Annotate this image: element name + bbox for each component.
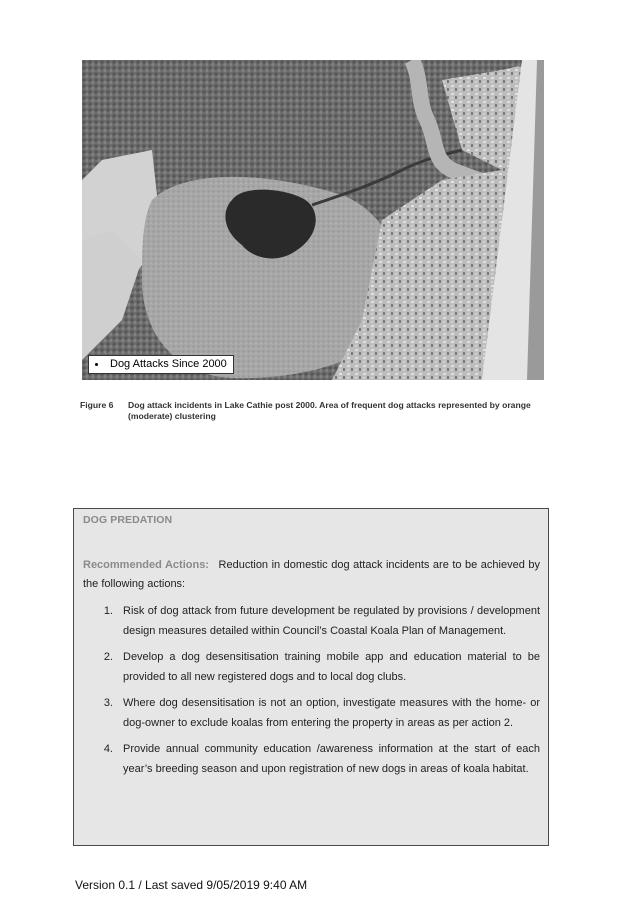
list-item-number: 2. xyxy=(103,651,113,663)
aerial-map-figure xyxy=(82,60,544,380)
figure-caption xyxy=(80,400,550,422)
list-item-text: Risk of dog attack from future development be regulated by provisions / development design measures detailed within Council’s Coastal Koala Plan of Management. xyxy=(123,605,540,637)
list-item-number: 1. xyxy=(103,605,113,617)
dog-predation-box xyxy=(73,508,549,846)
dog-attack-marker-icon xyxy=(95,363,98,366)
list-item-number: 4. xyxy=(103,743,113,755)
list-item xyxy=(83,739,540,779)
legend-label: Dog Attacks Since 2000 xyxy=(110,358,227,370)
list-item-number: 3. xyxy=(103,697,113,709)
list-item xyxy=(83,693,540,733)
box-title: DOG PREDATION xyxy=(83,514,173,526)
version-footer: Version 0.1 / Last saved 9/05/2019 9:40 AM xyxy=(75,878,308,892)
list-item xyxy=(83,601,540,641)
recommended-actions-text: Reduction in domestic dog attack incidents are to be achieved by the following actions: xyxy=(83,559,540,590)
actions-list xyxy=(83,601,540,779)
figure-caption-text: Dog attack incidents in Lake Cathie post 2000. Area of frequent dog attacks represented by orange (moderate) clustering xyxy=(128,400,531,421)
aerial-map-image xyxy=(82,60,544,380)
recommended-actions-label: Recommended Actions: xyxy=(83,559,209,571)
figure-number: Figure 6 xyxy=(80,400,114,410)
list-item xyxy=(83,647,540,687)
recommended-actions-intro xyxy=(83,556,540,593)
list-item-text: Where dog desensitisation is not an option, investigate measures with the home- or dog-owner to exclude koalas from entering the property in areas as per action 2. xyxy=(123,697,540,729)
list-item-text: Develop a dog desensitisation training mobile app and education material to be provided to all new registered dogs and to local dog clubs. xyxy=(123,651,540,683)
list-item-text: Provide annual community education /awareness information at the start of each year’s breeding season and upon registration of new dogs in areas of koala habitat. xyxy=(123,743,540,775)
map-legend xyxy=(88,355,234,374)
